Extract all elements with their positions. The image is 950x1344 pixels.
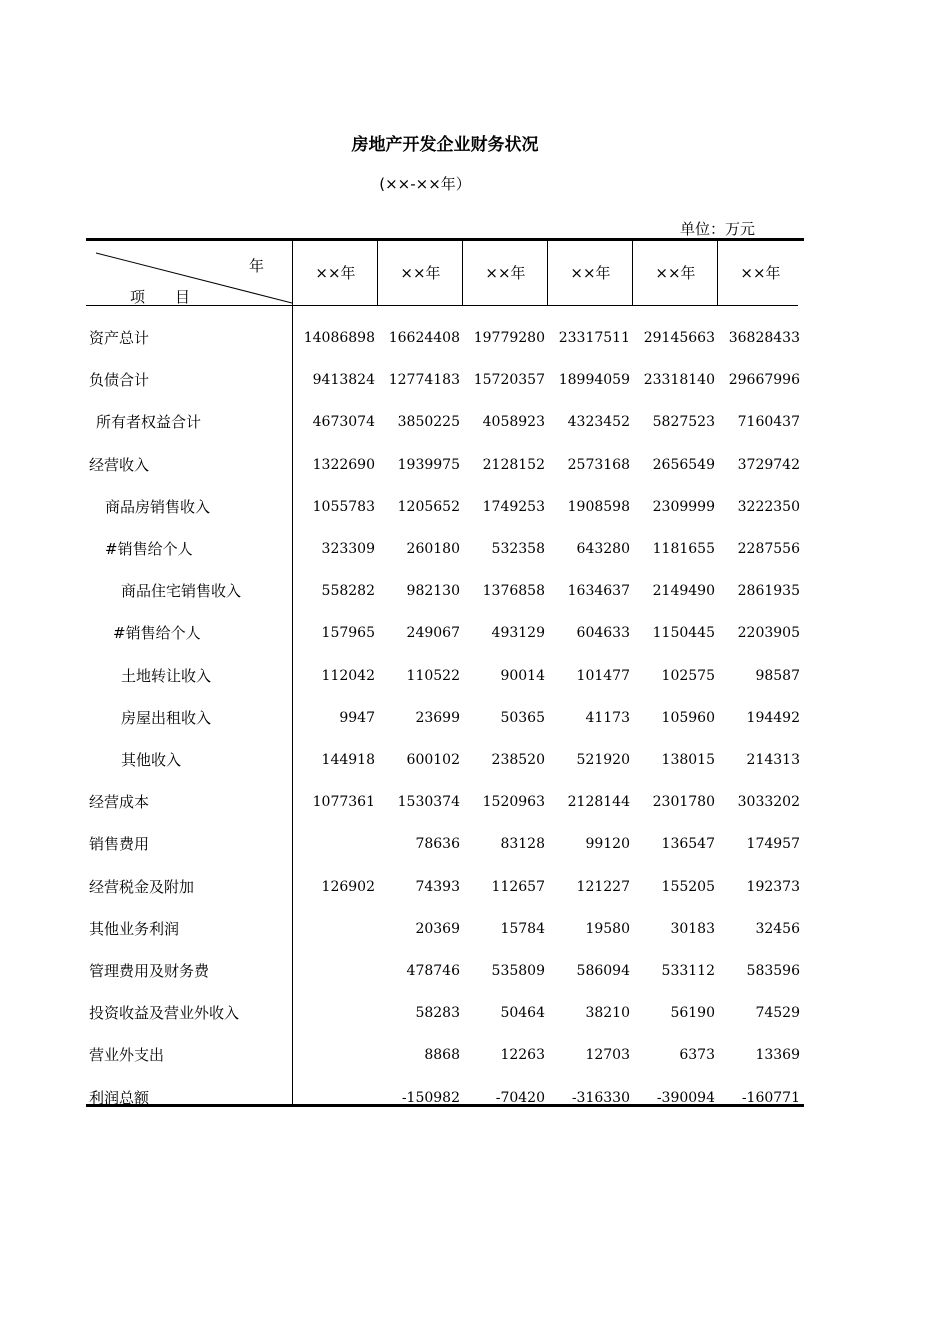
table-cell: 533112 xyxy=(661,963,715,979)
table-row xyxy=(86,961,798,1003)
table-cell: 78636 xyxy=(415,836,460,853)
table-cell: 83128 xyxy=(500,836,545,853)
row-label: 销售费用 xyxy=(89,835,150,854)
table-cell: 2309999 xyxy=(652,498,715,515)
table-cell: 2656549 xyxy=(652,456,715,473)
table-cell: 4058923 xyxy=(482,414,545,431)
table-cell: 36828433 xyxy=(728,330,800,346)
page-title: 房地产开发企业财务状况 xyxy=(351,135,539,155)
table-cell: 1939975 xyxy=(397,456,460,473)
table-cell: 1376858 xyxy=(482,583,545,600)
table-cell: 112042 xyxy=(321,667,375,684)
table-row xyxy=(86,1088,798,1130)
table-cell: 144918 xyxy=(321,752,375,768)
table-row xyxy=(86,708,798,750)
table-cell: 23699 xyxy=(415,709,460,726)
table-cell: 12774183 xyxy=(388,372,460,389)
table-cell: 4673074 xyxy=(312,414,375,431)
table-cell: 643280 xyxy=(576,541,630,557)
row-label: 其他业务利润 xyxy=(89,919,180,938)
table-cell: 604633 xyxy=(576,625,630,642)
table-cell: 99120 xyxy=(585,836,630,853)
table-cell: 23318140 xyxy=(643,372,715,389)
table-cell: 1520963 xyxy=(482,794,545,811)
row-label: 资产总计 xyxy=(89,329,150,347)
year-header: ××年 xyxy=(485,264,526,282)
table-cell: -316330 xyxy=(571,1089,630,1106)
table-cell: 32456 xyxy=(755,920,800,937)
table-row xyxy=(86,539,798,581)
table-row xyxy=(86,750,798,792)
table-cell: 2301780 xyxy=(652,794,715,811)
table-row xyxy=(86,455,798,497)
row-label: 投资收益及营业外收入 xyxy=(89,1004,240,1023)
table-cell: 260180 xyxy=(406,541,460,557)
table-cell: 50464 xyxy=(500,1005,545,1022)
table-cell: 105960 xyxy=(661,709,715,726)
row-label: 商品房销售收入 xyxy=(105,497,211,516)
row-label: 经营税金及附加 xyxy=(89,877,195,896)
table-cell: 3850225 xyxy=(397,414,460,431)
table-cell: 3729742 xyxy=(737,456,800,473)
table-cell: 121227 xyxy=(576,878,630,895)
table-cell: 238520 xyxy=(491,752,545,768)
table-row xyxy=(86,1003,798,1045)
table-row xyxy=(86,328,798,370)
table-cell: 2287556 xyxy=(737,541,800,557)
table-cell: 98587 xyxy=(755,667,800,684)
table-row xyxy=(86,834,798,876)
row-label: 利润总额 xyxy=(89,1088,150,1107)
table-cell: 600102 xyxy=(406,752,460,768)
corner-year-label: 年 xyxy=(249,257,265,275)
table-cell: 20369 xyxy=(415,920,460,937)
table-row xyxy=(86,1045,798,1087)
row-label: #销售给个人 xyxy=(113,624,201,643)
table-cell: 2128144 xyxy=(567,794,630,811)
table-cell: 58283 xyxy=(415,1005,460,1022)
table-cell: 3222350 xyxy=(737,498,800,515)
table-cell: 18994059 xyxy=(558,372,630,389)
year-header: ××年 xyxy=(655,264,696,282)
table-cell: 138015 xyxy=(661,752,715,768)
table-cell: 1634637 xyxy=(567,583,630,600)
table-cell: 493129 xyxy=(491,625,545,642)
table-cell: 19580 xyxy=(585,920,630,937)
table-cell: -70420 xyxy=(495,1089,545,1106)
table-cell: 19779280 xyxy=(473,330,545,346)
table-cell: 521920 xyxy=(576,752,630,768)
table-cell: 2149490 xyxy=(652,583,715,600)
table-cell: 12263 xyxy=(500,1047,545,1064)
table-cell: 1150445 xyxy=(652,625,715,642)
row-label: #销售给个人 xyxy=(105,540,193,558)
table-row xyxy=(86,919,798,961)
table-cell: 9947 xyxy=(339,709,375,726)
table-row xyxy=(86,581,798,623)
table-cell: 583596 xyxy=(746,963,800,979)
year-header: ××年 xyxy=(740,264,781,282)
page-subtitle: (××-××年） xyxy=(379,175,471,193)
table-row xyxy=(86,666,798,708)
unit-label: 单位：万元 xyxy=(680,220,756,238)
table-row xyxy=(86,792,798,834)
table-cell: 2128152 xyxy=(482,456,545,473)
table-row xyxy=(86,623,798,665)
table-cell: 74529 xyxy=(755,1005,800,1022)
table-cell: 1181655 xyxy=(652,541,715,557)
row-label: 经营收入 xyxy=(89,455,150,474)
table-row xyxy=(86,412,798,454)
table-cell: 532358 xyxy=(491,541,545,557)
header-corner xyxy=(86,241,292,305)
table-cell: 1908598 xyxy=(567,498,630,515)
table-cell: 56190 xyxy=(670,1005,715,1022)
row-label: 营业外支出 xyxy=(89,1046,165,1065)
table-cell: 1055783 xyxy=(312,498,375,515)
row-label: 土地转让收入 xyxy=(121,666,212,685)
financial-table xyxy=(86,238,804,1107)
row-label: 其他收入 xyxy=(121,751,182,769)
table-cell: 74393 xyxy=(415,878,460,895)
table-cell: 478746 xyxy=(406,963,460,979)
table-cell: 8868 xyxy=(424,1047,460,1064)
table-cell: -160771 xyxy=(741,1089,800,1106)
table-cell: 9413824 xyxy=(312,372,375,389)
table-cell: 101477 xyxy=(576,667,630,684)
table-cell: 982130 xyxy=(406,583,460,600)
table-cell: -390094 xyxy=(656,1089,715,1106)
table-cell: 2861935 xyxy=(737,583,800,600)
table-cell: 30183 xyxy=(670,920,715,937)
table-cell: 15720357 xyxy=(473,372,545,389)
table-cell: 1077361 xyxy=(312,794,375,811)
table-cell: 7160437 xyxy=(737,414,800,431)
row-label: 负债合计 xyxy=(89,371,150,390)
table-cell: 1749253 xyxy=(482,498,545,515)
table-cell: 126902 xyxy=(321,878,375,895)
table-cell: 102575 xyxy=(661,667,715,684)
table-cell: 23317511 xyxy=(558,330,630,346)
row-label: 管理费用及财务费 xyxy=(89,962,210,980)
table-cell: 29667996 xyxy=(728,372,800,389)
table-cell: 110522 xyxy=(406,667,460,684)
table-cell: 1205652 xyxy=(397,498,460,515)
table-cell: 1530374 xyxy=(397,794,460,811)
table-cell: 157965 xyxy=(321,625,375,642)
row-label: 所有者权益合计 xyxy=(96,413,202,432)
table-cell: 41173 xyxy=(585,709,630,726)
table-cell: 29145663 xyxy=(643,330,715,346)
year-header: ××年 xyxy=(570,264,611,282)
table-cell: 38210 xyxy=(585,1005,630,1022)
table-cell: 192373 xyxy=(746,878,800,895)
table-cell: 12703 xyxy=(585,1047,630,1064)
table-cell: 90014 xyxy=(500,667,545,684)
table-cell: 112657 xyxy=(491,878,545,895)
table-cell: 2573168 xyxy=(567,456,630,473)
table-cell: 214313 xyxy=(746,752,800,768)
table-cell: 5827523 xyxy=(652,414,715,431)
table-row xyxy=(86,370,798,412)
table-cell: 136547 xyxy=(661,836,715,853)
table-cell: 4323452 xyxy=(567,414,630,431)
table-cell: 6373 xyxy=(679,1047,715,1064)
year-header: ××年 xyxy=(400,264,441,282)
year-header: ××年 xyxy=(315,264,356,282)
table-cell: 155205 xyxy=(661,878,715,895)
table-cell: 323309 xyxy=(321,541,375,557)
table-row xyxy=(86,877,798,919)
table-row xyxy=(86,497,798,539)
table-cell: -150982 xyxy=(401,1089,460,1106)
row-label: 房屋出租收入 xyxy=(121,708,212,727)
table-cell: 174957 xyxy=(746,836,800,853)
table-cell: 16624408 xyxy=(388,330,460,346)
table-cell: 14086898 xyxy=(303,330,375,346)
table-cell: 586094 xyxy=(576,963,630,979)
table-cell: 15784 xyxy=(500,920,545,937)
table-cell: 2203905 xyxy=(737,625,800,642)
table-cell: 535809 xyxy=(491,963,545,979)
row-label: 经营成本 xyxy=(89,793,150,812)
table-cell: 558282 xyxy=(321,583,375,600)
table-cell: 249067 xyxy=(406,625,460,642)
table-cell: 3033202 xyxy=(737,794,800,811)
table-header xyxy=(86,241,798,306)
row-label: 商品住宅销售收入 xyxy=(121,582,242,601)
corner-item-label: 项 目 xyxy=(130,288,191,306)
table-cell: 13369 xyxy=(755,1047,800,1064)
table-cell: 50365 xyxy=(500,709,545,726)
table-cell: 194492 xyxy=(746,709,800,726)
table-cell: 1322690 xyxy=(312,456,375,473)
